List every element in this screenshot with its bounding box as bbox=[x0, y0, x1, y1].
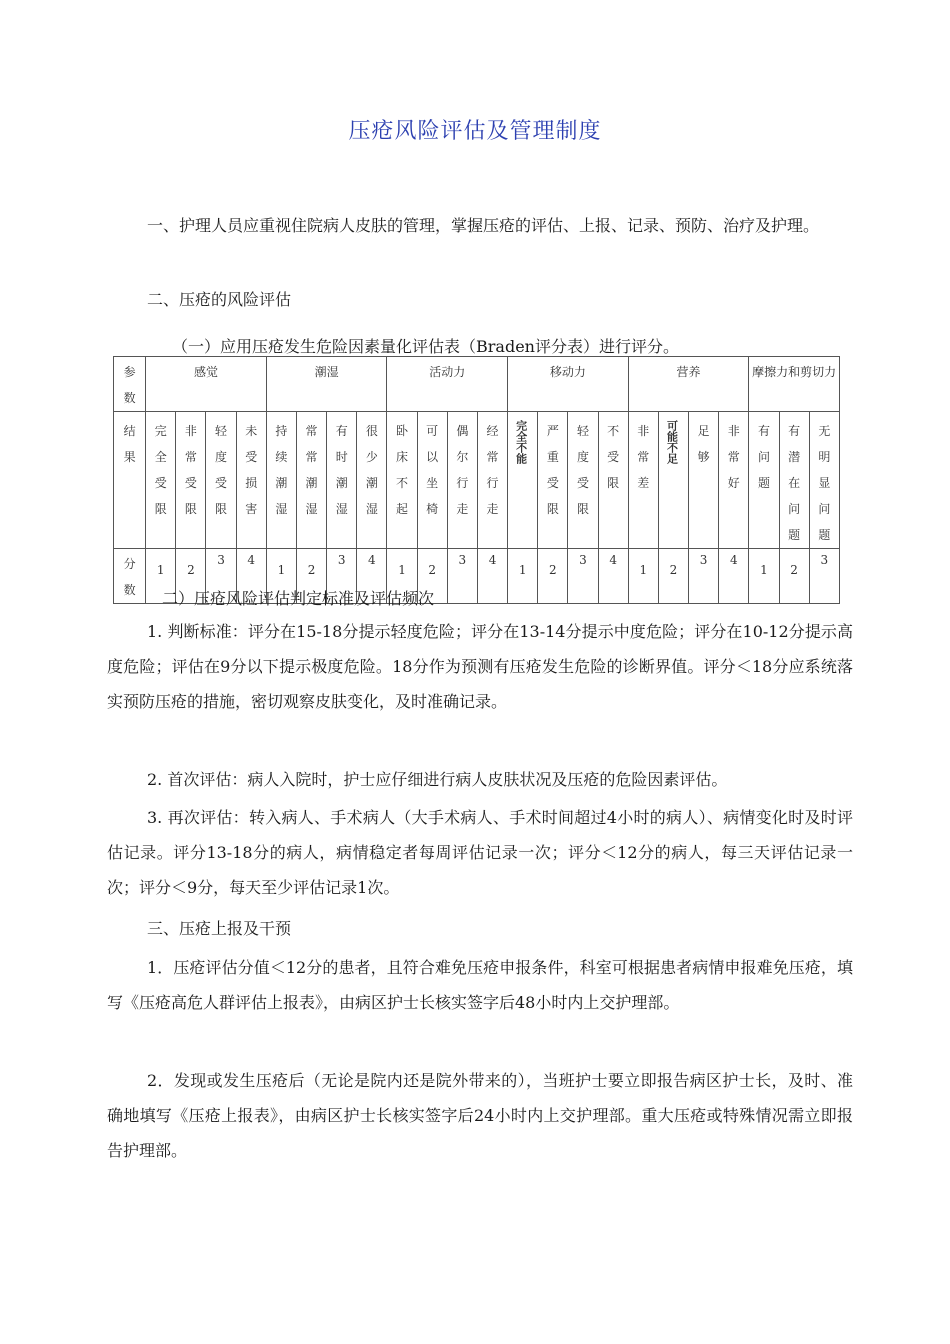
score-label-cell bbox=[114, 549, 146, 604]
param-label-cell bbox=[114, 357, 146, 412]
result-text: 无明显问题 bbox=[818, 424, 831, 542]
result-text: 未受损害 bbox=[245, 424, 258, 516]
result-text: 非常差 bbox=[637, 424, 650, 490]
result-text: 经常行走 bbox=[486, 424, 499, 516]
section-1-paragraph: 一、护理人员应重视住院病人皮肤的管理，掌握压疮的评估、上报、记录、预防、治疗及护理。 bbox=[147, 216, 820, 235]
table-header-row bbox=[114, 357, 840, 412]
reassessment-paragraph: 3. 再次评估：转入病人、手术病人（大手术病人、手术时间超过4小时的病人）、病情变化时及时评估记录。评分13-18分的病人，病情稳定者每周评估记录一次；评分＜12分的病人，每三天评估记录一次；评分＜9分，每天至少评估记录1次。 bbox=[107, 808, 853, 897]
result-cell bbox=[689, 412, 719, 549]
result-cell bbox=[146, 412, 176, 549]
result-cell bbox=[296, 412, 326, 549]
result-text: 轻度受限 bbox=[215, 424, 228, 516]
score-value: 2 bbox=[669, 563, 678, 577]
result-cell bbox=[658, 412, 688, 549]
score-value: 3 bbox=[217, 553, 225, 567]
group-mobility: 移动力 bbox=[508, 357, 629, 412]
score-value: 2 bbox=[187, 563, 195, 577]
result-cell bbox=[236, 412, 266, 549]
score-label: 分数 bbox=[123, 557, 136, 597]
result-cell bbox=[357, 412, 387, 549]
result-text: 可以坐椅 bbox=[426, 424, 439, 516]
score-cell bbox=[809, 549, 839, 604]
result-cell bbox=[568, 412, 598, 549]
score-value: 4 bbox=[247, 553, 256, 567]
result-cell bbox=[719, 412, 749, 549]
score-cell bbox=[658, 549, 688, 604]
score-value: 3 bbox=[458, 553, 467, 567]
score-cell bbox=[719, 549, 749, 604]
group-sensation: 感觉 bbox=[146, 357, 267, 412]
result-cell bbox=[477, 412, 507, 549]
result-text: 严重受限 bbox=[546, 424, 559, 516]
group-friction-shear: 摩擦力和剪切力 bbox=[749, 357, 840, 412]
score-value: 4 bbox=[729, 553, 738, 567]
result-cell bbox=[206, 412, 236, 549]
result-cell bbox=[176, 412, 206, 549]
score-value: 1 bbox=[639, 563, 648, 577]
score-value: 2 bbox=[307, 563, 316, 577]
score-cell bbox=[508, 549, 538, 604]
result-cell bbox=[538, 412, 568, 549]
param-label: 参数 bbox=[123, 365, 136, 405]
result-cell bbox=[779, 412, 809, 549]
result-label: 结果 bbox=[123, 424, 136, 464]
result-cell bbox=[327, 412, 357, 549]
result-cell bbox=[266, 412, 296, 549]
score-value: 3 bbox=[337, 553, 346, 567]
result-cell bbox=[387, 412, 417, 549]
group-nutrition: 营养 bbox=[628, 357, 749, 412]
score-value: 2 bbox=[549, 563, 557, 577]
result-label-cell bbox=[114, 412, 146, 549]
result-text: 非常好 bbox=[727, 424, 740, 490]
score-value: 1 bbox=[518, 563, 527, 577]
result-text: 有时潮湿 bbox=[335, 424, 348, 516]
result-text: 完全不能 bbox=[514, 420, 528, 464]
score-cell bbox=[598, 549, 628, 604]
score-value: 3 bbox=[579, 553, 587, 567]
result-cell bbox=[447, 412, 477, 549]
result-cell bbox=[628, 412, 658, 549]
result-text: 卧床不起 bbox=[396, 424, 409, 516]
score-cell bbox=[749, 549, 779, 604]
result-cell bbox=[598, 412, 628, 549]
table-result-row bbox=[114, 412, 840, 549]
section-2-heading: 二、压疮的风险评估 bbox=[147, 290, 292, 309]
first-assessment-paragraph: 2. 首次评估：病人入院时，护士应仔细进行病人皮肤状况及压疮的危险因素评估。 bbox=[147, 770, 728, 789]
result-text: 常常潮湿 bbox=[305, 424, 318, 516]
result-text: 完全受限 bbox=[154, 424, 167, 516]
result-text: 非常受限 bbox=[184, 424, 197, 516]
result-text: 持续潮湿 bbox=[275, 424, 288, 516]
score-value: 1 bbox=[156, 563, 165, 577]
report-paragraph-1: 1．压疮评估分值＜12分的患者，且符合难免压疮申报条件，科室可根据患者病情申报难免压疮，填写《压疮高危人群评估上报表》，由病区护士长核实签字后48小时内上交护理部。 bbox=[107, 958, 853, 1012]
score-cell bbox=[568, 549, 598, 604]
result-text: 很少潮湿 bbox=[365, 424, 378, 516]
score-value: 1 bbox=[398, 563, 406, 577]
result-text: 偶尔行走 bbox=[456, 424, 469, 516]
result-text: 可能不足 bbox=[665, 420, 679, 464]
score-value: 1 bbox=[277, 563, 286, 577]
score-value: 2 bbox=[428, 563, 436, 577]
score-cell bbox=[689, 549, 719, 604]
group-moisture: 潮湿 bbox=[266, 357, 387, 412]
result-text: 足够 bbox=[697, 424, 710, 464]
criteria-subheading: 二）压疮风险评估判定标准及评估频次 bbox=[162, 589, 435, 608]
result-text: 有问题 bbox=[757, 424, 770, 490]
score-value: 3 bbox=[699, 553, 708, 567]
score-value: 3 bbox=[820, 553, 829, 567]
score-cell bbox=[538, 549, 568, 604]
result-cell bbox=[809, 412, 839, 549]
criteria-paragraph: 1. 判断标准：评分在15-18分提示轻度危险；评分在13-14分提示中度危险；评分在10-12分提示高度危险；评估在9分以下提示极度危险。18分作为预测有压疮发生危险的诊断界值。评分＜18分应系统落实预防压疮的措施，密切观察皮肤变化，及时准确记录。 bbox=[107, 622, 853, 711]
score-value: 4 bbox=[368, 553, 376, 567]
result-text: 有潜在问题 bbox=[788, 424, 801, 542]
score-value: 1 bbox=[760, 563, 768, 577]
page-title: 压疮风险评估及管理制度 bbox=[348, 119, 602, 144]
score-cell bbox=[628, 549, 658, 604]
score-cell bbox=[779, 549, 809, 604]
braden-scale-table bbox=[113, 356, 840, 604]
score-value: 2 bbox=[790, 563, 798, 577]
score-value: 4 bbox=[488, 553, 497, 567]
result-cell bbox=[417, 412, 447, 549]
group-activity: 活动力 bbox=[387, 357, 508, 412]
score-cell bbox=[477, 549, 507, 604]
result-cell bbox=[508, 412, 538, 549]
result-text: 轻度受限 bbox=[576, 424, 589, 516]
table-caption: （一）应用压疮发生危险因素量化评估表（Braden评分表）进行评分。 bbox=[172, 337, 679, 356]
score-value: 4 bbox=[609, 553, 617, 567]
report-paragraph-2: 2．发现或发生压疮后（无论是院内还是院外带来的），当班护士要立即报告病区护士长，及时、准确地填写《压疮上报表》，由病区护士长核实签字后24小时内上交护理部。重大压疮或特殊情况需立即报告护理部。 bbox=[107, 1071, 853, 1160]
score-cell bbox=[447, 549, 477, 604]
result-text: 不受限 bbox=[607, 424, 620, 490]
section-3-heading: 三、压疮上报及干预 bbox=[147, 919, 292, 938]
result-cell bbox=[749, 412, 779, 549]
